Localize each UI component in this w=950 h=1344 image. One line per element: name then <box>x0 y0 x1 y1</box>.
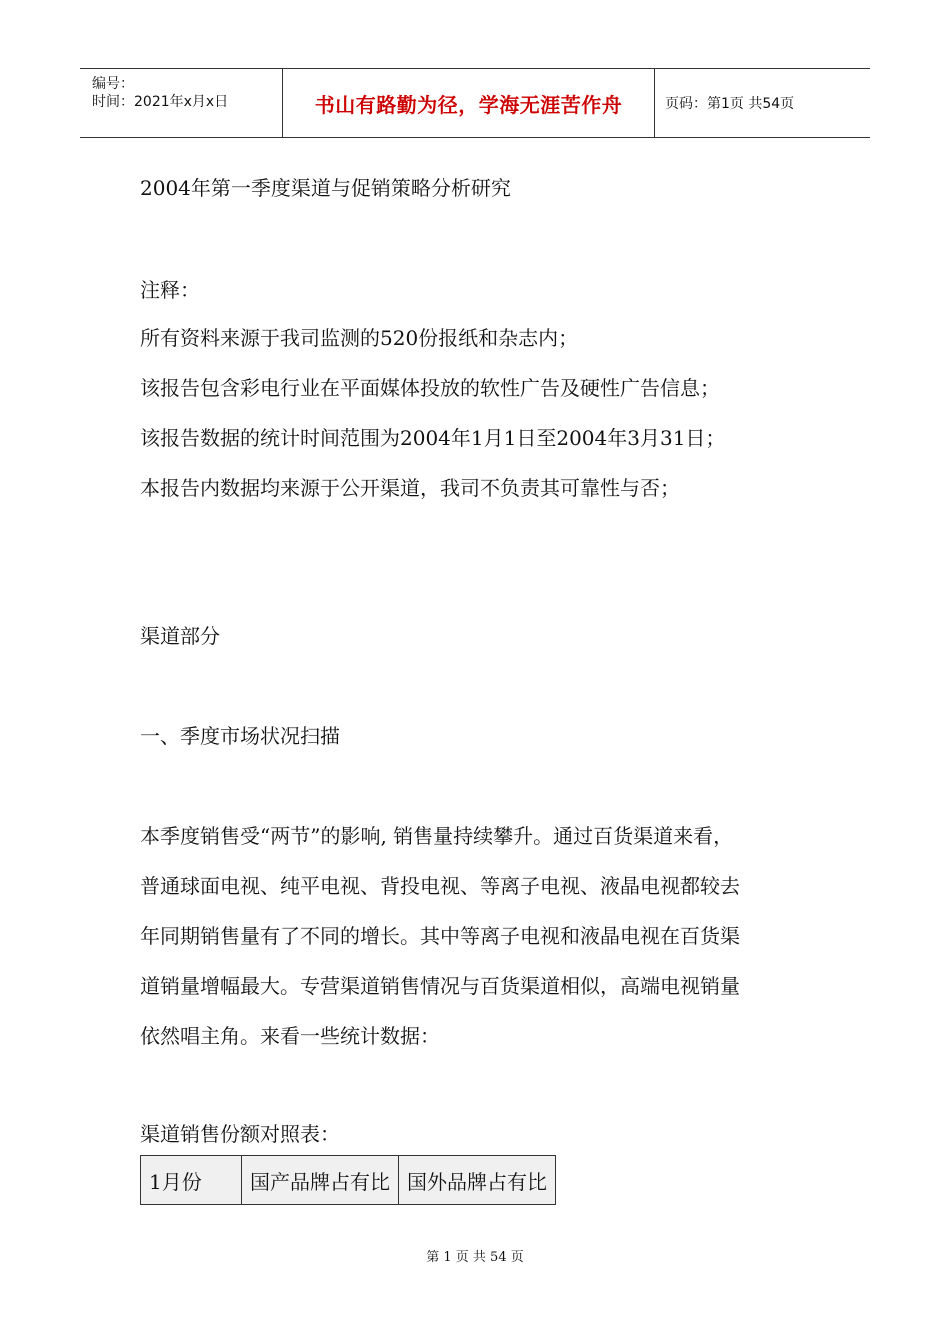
subsection-heading: 一、季度市场状况扫描 <box>140 724 340 748</box>
note-line: 该报告包含彩电行业在平面媒体投放的软性广告及硬性广告信息； <box>140 376 720 400</box>
body-line: 普通球面电视、纯平电视、背投电视、等离子电视、液晶电视都较去 <box>140 874 740 898</box>
table-header-row <box>141 1156 556 1205</box>
number-label: 编号： <box>92 76 134 92</box>
header-meta-cell <box>80 69 283 137</box>
note-line: 所有资料来源于我司监测的520份报纸和杂志内； <box>140 326 579 350</box>
table-caption: 渠道销售份额对照表： <box>140 1122 340 1146</box>
channel-share-table <box>140 1155 556 1205</box>
header-page-info: 页码：第1页 共54页 <box>665 96 795 112</box>
table-header-cell-month: 1月份 <box>141 1156 242 1205</box>
header-motto-cell <box>283 69 655 137</box>
document-title: 2004年第一季度渠道与促销策略分析研究 <box>140 176 511 200</box>
section-heading: 渠道部分 <box>140 624 220 648</box>
body-line: 本季度销售受“两节”的影响, 销售量持续攀升。通过百货渠道来看， <box>140 824 734 848</box>
body-line: 年同期销售量有了不同的增长。其中等离子电视和液晶电视在百货渠 <box>140 924 740 948</box>
time-label: 时间：2021年x月x日 <box>92 94 229 110</box>
table-header-cell-foreign: 国外品牌占有比 <box>399 1156 556 1205</box>
page-header <box>80 68 870 138</box>
notes-heading: 注释： <box>140 278 200 302</box>
note-line: 该报告数据的统计时间范围为2004年1月1日至2004年3月31日； <box>140 426 726 450</box>
motto-text: 书山有路勤为径，学海无涯苦作舟 <box>314 92 623 117</box>
body-line: 道销量增幅最大。专营渠道销售情况与百货渠道相似，高端电视销量 <box>140 974 740 998</box>
table-header-cell-domestic: 国产品牌占有比 <box>242 1156 399 1205</box>
page-footer: 第 1 页 共 54 页 <box>426 1250 524 1265</box>
note-line: 本报告内数据均来源于公开渠道，我司不负责其可靠性与否； <box>140 476 680 500</box>
body-line: 依然唱主角。来看一些统计数据： <box>140 1024 440 1048</box>
